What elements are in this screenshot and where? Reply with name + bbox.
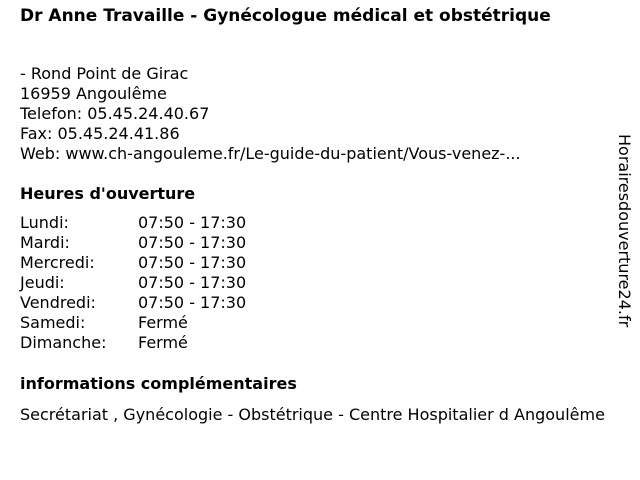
time-value: 07:50 - 17:30 [138,253,247,272]
phone-number[interactable]: Telefon: 05.45.24.40.67 [20,104,210,123]
day-label: Lundi: [20,213,69,232]
city: 16959 Angoulême [20,84,167,103]
day-label: Samedi: [20,313,86,332]
time-value: 07:50 - 17:30 [138,273,247,292]
day-label: Mardi: [20,233,70,252]
time-value: Fermé [138,333,188,352]
fax-number: Fax: 05.45.24.41.86 [20,124,180,143]
opening-hours-heading: Heures d'ouverture [20,184,196,203]
time-value: 07:50 - 17:30 [138,233,247,252]
time-value: 07:50 - 17:30 [138,213,247,232]
page-title: Dr Anne Travaille - Gynécologue médical et obstétrique [20,6,551,26]
day-label: Dimanche: [20,333,107,352]
website-link[interactable]: Web: www.ch-angouleme.fr/Le-guide-du-patient/Vous-venez-... [20,144,521,163]
additional-info-heading: informations complémentaires [20,374,297,393]
time-value: Fermé [138,313,188,332]
site-brand-watermark: Horairesdouverture24.fr [615,134,634,328]
day-label: Vendredi: [20,293,96,312]
day-label: Mercredi: [20,253,95,272]
street-address: - Rond Point de Girac [20,64,189,83]
day-label: Jeudi: [20,273,65,292]
time-value: 07:50 - 17:30 [138,293,247,312]
address-block [20,64,521,164]
additional-info-text: Secrétariat , Gynécologie - Obstétrique - Centre Hospitalier d Angoulême [20,405,605,424]
